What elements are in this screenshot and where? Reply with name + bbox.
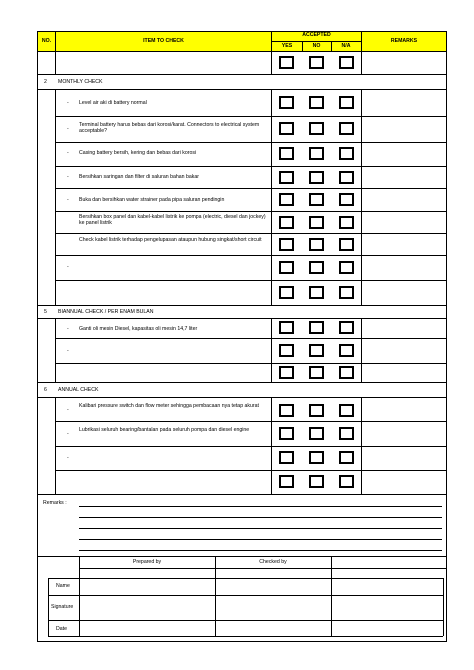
monthly-item-2-yes-checkbox[interactable] [279, 122, 294, 135]
remarks-line[interactable] [79, 517, 442, 518]
signoff-name-label: Name [56, 583, 70, 589]
list-bullet: - [67, 150, 69, 156]
biannual-item-2-na-checkbox[interactable] [339, 344, 354, 357]
monthly-item-8-yes-checkbox[interactable] [279, 261, 294, 274]
biannual-blank-yes-checkbox[interactable] [279, 366, 294, 379]
annual-item-2-no-checkbox[interactable] [309, 427, 324, 440]
monthly-item-5-yes-checkbox[interactable] [279, 193, 294, 206]
biannual-item-1-no-checkbox[interactable] [309, 321, 324, 334]
monthly-item-8-no-checkbox[interactable] [309, 261, 324, 274]
list-bullet: - [67, 326, 69, 332]
prepared-by-date-field[interactable] [80, 621, 215, 636]
biannual-item-2-no-checkbox[interactable] [309, 344, 324, 357]
header-no: NO. [41, 38, 52, 44]
monthly-item-7-na-checkbox[interactable] [339, 238, 354, 251]
monthly-item-3-yes-checkbox[interactable] [279, 147, 294, 160]
monthly-blank-yes-checkbox[interactable] [279, 286, 294, 299]
list-bullet: - [67, 174, 69, 180]
annual-item-3-no-checkbox[interactable] [309, 451, 324, 464]
list-bullet: - [67, 431, 69, 437]
signoff-signature-label: Signature [51, 604, 74, 610]
monthly-item-1: Level air aki di battery normal [79, 100, 147, 106]
header-item-to-check: ITEM TO CHECK [143, 38, 184, 44]
monthly-item-5-no-checkbox[interactable] [309, 193, 324, 206]
checked-by-date-field[interactable] [216, 621, 331, 636]
biannual-blank-na-checkbox[interactable] [339, 366, 354, 379]
annual-item-2-yes-checkbox[interactable] [279, 427, 294, 440]
list-bullet: - [67, 126, 69, 132]
monthly-item-3-na-checkbox[interactable] [339, 147, 354, 160]
biannual-blank-no-checkbox[interactable] [309, 366, 324, 379]
header-remarks: REMARKS [390, 38, 418, 44]
monthly-blank-no-checkbox[interactable] [309, 286, 324, 299]
monthly-item-6-yes-checkbox[interactable] [279, 216, 294, 229]
annual-item-3: - [67, 455, 69, 461]
blank-row-na-checkbox[interactable] [339, 56, 354, 69]
blank-row-yes-checkbox[interactable] [279, 56, 294, 69]
monthly-item-2: Terminal battery harus bebas dari korosi/karat. Connectors to electrical system acceptable? [79, 122, 260, 135]
monthly-section-title: MONTHLY CHECK [58, 79, 103, 85]
monthly-item-1-yes-checkbox[interactable] [279, 96, 294, 109]
monthly-section-number: 2 [44, 79, 47, 85]
monthly-item-3-no-checkbox[interactable] [309, 147, 324, 160]
monthly-item-4: Bersihkan saringan dan filter di saluran bahan bakar [79, 174, 199, 180]
checked-by-name-field[interactable] [216, 579, 331, 595]
monthly-item-3: Casing battery bersih, kering dan bebas dari korosi [79, 150, 197, 156]
monthly-item-7-yes-checkbox[interactable] [279, 238, 294, 251]
prepared-by-signature-field[interactable] [80, 596, 215, 620]
monthly-item-5: Buka dan bersihkan water strainer pada pipa saluran pendingin [79, 197, 225, 203]
monthly-item-7: Check kabel listrik terhadap pengelupasan ataupun hubung singkat/short circuit [79, 237, 262, 243]
annual-section-title: ANNUAL CHECK [58, 387, 99, 393]
biannual-section-number: 5 [44, 309, 47, 315]
biannual-section-title: BIANNUAL CHECK / PER ENAM BULAN [58, 309, 154, 315]
monthly-item-8-na-checkbox[interactable] [339, 261, 354, 274]
monthly-item-2-no-checkbox[interactable] [309, 122, 324, 135]
remarks-label: Remarks : [43, 500, 67, 506]
signoff-date-label: Date [56, 626, 67, 632]
prepared-by-label: Prepared by [132, 559, 162, 565]
annual-item-3-yes-checkbox[interactable] [279, 451, 294, 464]
monthly-item-5-na-checkbox[interactable] [339, 193, 354, 206]
remarks-line[interactable] [79, 528, 442, 529]
monthly-item-7-no-checkbox[interactable] [309, 238, 324, 251]
monthly-item-4-no-checkbox[interactable] [309, 171, 324, 184]
biannual-item-2-yes-checkbox[interactable] [279, 344, 294, 357]
annual-item-1-yes-checkbox[interactable] [279, 404, 294, 417]
monthly-item-2-na-checkbox[interactable] [339, 122, 354, 135]
monthly-item-6-na-checkbox[interactable] [339, 216, 354, 229]
remarks-line[interactable] [79, 506, 442, 507]
list-bullet: - [67, 197, 69, 203]
annual-item-1: Kalibari pressure switch dan flow meter sehingga pembacaan nya tetap akurat [79, 403, 259, 409]
list-bullet: - [67, 407, 69, 413]
header-no-column: NO [312, 43, 321, 49]
monthly-item-6-no-checkbox[interactable] [309, 216, 324, 229]
monthly-item-4-na-checkbox[interactable] [339, 171, 354, 184]
checked-by-label: Checked by [259, 559, 287, 565]
annual-section-number: 6 [44, 387, 47, 393]
monthly-item-8: - [67, 264, 69, 270]
annual-item-1-na-checkbox[interactable] [339, 404, 354, 417]
biannual-item-2: - [67, 348, 69, 354]
remarks-line[interactable] [79, 550, 442, 551]
annual-item-2: Lubrikasi seluruh bearing/bantalan pada seluruh pompa dan diesel engine [79, 427, 250, 433]
prepared-by-name-field[interactable] [80, 579, 215, 595]
header-na: N/A [341, 43, 351, 49]
monthly-item-1-no-checkbox[interactable] [309, 96, 324, 109]
monthly-item-4-yes-checkbox[interactable] [279, 171, 294, 184]
monthly-item-6: Bersihkan box panel dan kabel-kabel listrik ke pompa (electric, diesel dan jockey) ke panel listrik [79, 214, 266, 227]
monthly-blank-na-checkbox[interactable] [339, 286, 354, 299]
biannual-item-1: Ganti oli mesin Diesel, kapasitas oli mesin 14,7 liter [79, 326, 198, 332]
annual-blank-yes-checkbox[interactable] [279, 475, 294, 488]
list-bullet: - [67, 100, 69, 106]
annual-item-2-na-checkbox[interactable] [339, 427, 354, 440]
header-yes: YES [281, 43, 293, 49]
checked-by-signature-field[interactable] [216, 596, 331, 620]
annual-item-1-no-checkbox[interactable] [309, 404, 324, 417]
annual-blank-no-checkbox[interactable] [309, 475, 324, 488]
header-accepted: ACCEPTED [302, 32, 331, 38]
biannual-item-1-na-checkbox[interactable] [339, 321, 354, 334]
monthly-item-1-na-checkbox[interactable] [339, 96, 354, 109]
annual-blank-na-checkbox[interactable] [339, 475, 354, 488]
biannual-item-1-yes-checkbox[interactable] [279, 321, 294, 334]
remarks-line[interactable] [79, 539, 442, 540]
annual-item-3-na-checkbox[interactable] [339, 451, 354, 464]
blank-row-no-checkbox[interactable] [309, 56, 324, 69]
